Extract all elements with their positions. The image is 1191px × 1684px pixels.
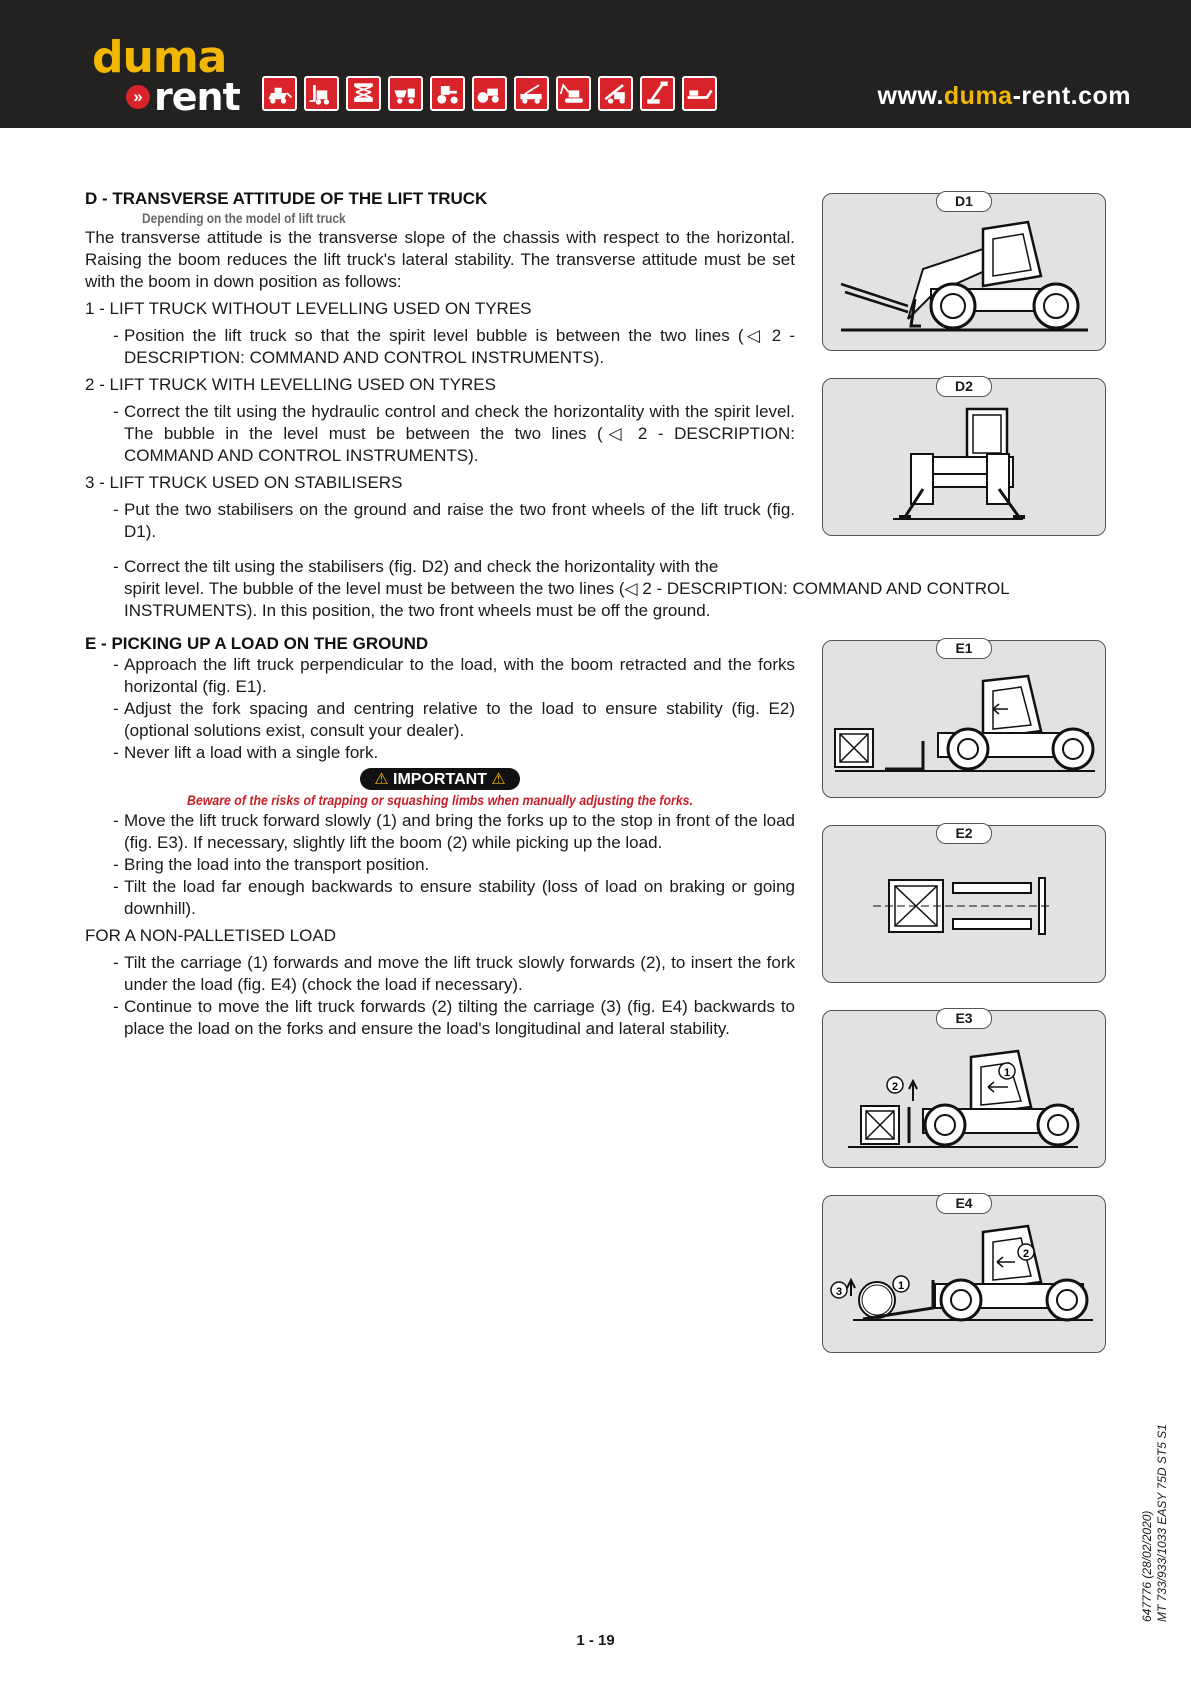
warning-text: Beware of the risks of trapping or squashing limbs when manually adjusting the forks. bbox=[187, 792, 693, 808]
e3-callout-2: 2 bbox=[891, 1081, 899, 1093]
document-reference-line-2: MT 733/933/1033 EASY 75D ST5 S1 bbox=[1155, 1424, 1169, 1622]
website-prefix: www. bbox=[877, 82, 944, 110]
e3-callout-1: 1 bbox=[1003, 1067, 1011, 1079]
document-reference bbox=[1140, 1424, 1170, 1622]
logo-duma-text: duma bbox=[92, 32, 227, 83]
telehandler-icon bbox=[598, 76, 633, 111]
e4-callout-2: 2 bbox=[1022, 1248, 1030, 1260]
item-3-step-2-line-1: - Correct the tilt using the stabilisers (fig. D2) and check the horizontality with the bbox=[85, 556, 795, 578]
figure-d2-label: D2 bbox=[936, 376, 992, 397]
figure-d1-drawing bbox=[823, 194, 1107, 352]
tractor-icon bbox=[430, 76, 465, 111]
item-3-heading: 3 - LIFT TRUCK USED ON STABILISERS bbox=[85, 473, 403, 492]
figure-d2 bbox=[822, 378, 1106, 536]
item-3-step-1: - Put the two stabilisers on the ground and raise the two front wheels of the lift truck (fig. D1). bbox=[85, 499, 795, 543]
e4-callout-1: 1 bbox=[897, 1280, 905, 1292]
section-e-step-2: - Adjust the fork spacing and centring relative to the load to ensure stability (fig. E2) (optional solutions exist, consult your dealer). bbox=[85, 698, 795, 742]
figure-e2-drawing bbox=[823, 826, 1107, 984]
crane-truck-icon bbox=[514, 76, 549, 111]
section-d bbox=[85, 189, 795, 543]
figure-e1-label: E1 bbox=[936, 638, 992, 659]
section-e-step-4: - Move the lift truck forward slowly (1) and bring the forks up to the stop in front of the load (fig. E3). If necessary, slightly lift the boom (2) while picking up the load. bbox=[85, 810, 795, 854]
figure-e2-label: E2 bbox=[936, 823, 992, 844]
item-3-step-2-line-3: INSTRUMENTS). In this position, the two front wheels must be off the ground. bbox=[124, 601, 711, 620]
logo-rent-text: rent bbox=[154, 75, 240, 119]
figure-d2-drawing bbox=[823, 379, 1107, 537]
item-2-heading: 2 - LIFT TRUCK WITH LEVELLING USED ON TYRES bbox=[85, 375, 496, 394]
loader-icon bbox=[262, 76, 297, 111]
important-badge bbox=[360, 768, 520, 790]
website-highlight: duma bbox=[943, 82, 1013, 110]
page-header bbox=[0, 0, 1191, 128]
figure-e1 bbox=[822, 640, 1106, 798]
non-palletised-heading: FOR A NON-PALLETISED LOAD bbox=[85, 926, 336, 945]
figure-e4-drawing bbox=[823, 1196, 1107, 1354]
section-d-heading: D - TRANSVERSE ATTITUDE OF THE LIFT TRUCK bbox=[85, 189, 488, 208]
section-d-subheading: Depending on the model of lift truck bbox=[142, 210, 346, 226]
item-3-step-2 bbox=[85, 556, 1115, 622]
warning-triangle-icon: ⚠ bbox=[491, 771, 506, 788]
important-banner bbox=[85, 768, 795, 790]
forklift-icon bbox=[304, 76, 339, 111]
website-suffix: -rent.com bbox=[1012, 82, 1131, 110]
section-e-step-7: - Tilt the carriage (1) forwards and move the lift truck slowly forwards (2), to insert the fork under the load (fig. E4) (chock the load if necessary). bbox=[85, 952, 795, 996]
website-url[interactable] bbox=[878, 82, 1131, 111]
e4-callout-3: 3 bbox=[835, 1286, 843, 1298]
item-2-step: - Correct the tilt using the hydraulic control and check the horizontality with the spirit level. The bubble in the level must be between the two lines (◁ 2 - DESCRIPTION: COMMAND AND CONTROL INSTRUMENTS). bbox=[85, 401, 795, 467]
logo-arrows-icon: » bbox=[126, 85, 150, 109]
compactor-icon bbox=[472, 76, 507, 111]
mini-dumper-icon bbox=[388, 76, 423, 111]
warning-triangle-icon: ⚠ bbox=[374, 771, 389, 788]
section-e-heading: E - PICKING UP A LOAD ON THE GROUND bbox=[85, 634, 429, 653]
figure-e2 bbox=[822, 825, 1106, 983]
scissor-lift-icon bbox=[346, 76, 381, 111]
section-e-step-6: - Tilt the load far enough backwards to ensure stability (loss of load on braking or going downhill). bbox=[85, 876, 795, 920]
boom-lift-icon bbox=[640, 76, 675, 111]
machine-icons-row bbox=[262, 76, 717, 111]
figure-e4 bbox=[822, 1195, 1106, 1353]
section-e-step-5: - Bring the load into the transport position. bbox=[85, 854, 795, 876]
figure-e3 bbox=[822, 1010, 1106, 1168]
section-e-step-1: - Approach the lift truck perpendicular to the load, with the boom retracted and the forks horizontal (fig. E1). bbox=[85, 654, 795, 698]
important-label: IMPORTANT bbox=[393, 771, 487, 788]
aerial-platform-icon bbox=[682, 76, 717, 111]
item-1-step: - Position the lift truck so that the spirit level bubble is between the two lines (◁ 2 - DESCRIPTION: COMMAND AND CONTROL INSTRUMENTS). bbox=[85, 325, 795, 369]
document-reference-line-1: 647776 (28/02/2020) bbox=[1140, 1510, 1154, 1622]
figure-e3-label: E3 bbox=[936, 1008, 992, 1029]
figure-d1 bbox=[822, 193, 1106, 351]
page-number: 1 - 19 bbox=[576, 1632, 615, 1649]
figure-e4-label: E4 bbox=[936, 1193, 992, 1214]
section-d-intro: The transverse attitude is the transverse slope of the chassis with respect to the horizontal. Raising the boom reduces the lift truck's lateral stability. The transverse attitude must be set with the boom in down position as follows: bbox=[85, 228, 795, 291]
logo-rent bbox=[126, 75, 240, 119]
section-e-step-8: - Continue to move the lift truck forwards (2) tilting the carriage (3) (fig. E4) backwards to place the load on the forks and ensure the load's longitudinal and lateral stability. bbox=[85, 996, 795, 1040]
item-3-step-2-line-2: spirit level. The bubble of the level must be between the two lines (◁ 2 - DESCRIPTION: COMMAND AND CONTROL bbox=[124, 579, 1010, 598]
figure-d1-label: D1 bbox=[936, 191, 992, 212]
section-e-step-3: - Never lift a load with a single fork. bbox=[85, 742, 795, 764]
section-e bbox=[85, 634, 795, 1040]
item-1-heading: 1 - LIFT TRUCK WITHOUT LEVELLING USED ON TYRES bbox=[85, 299, 532, 318]
figure-e1-drawing bbox=[823, 641, 1107, 799]
figure-e3-drawing bbox=[823, 1011, 1107, 1169]
excavator-icon bbox=[556, 76, 591, 111]
